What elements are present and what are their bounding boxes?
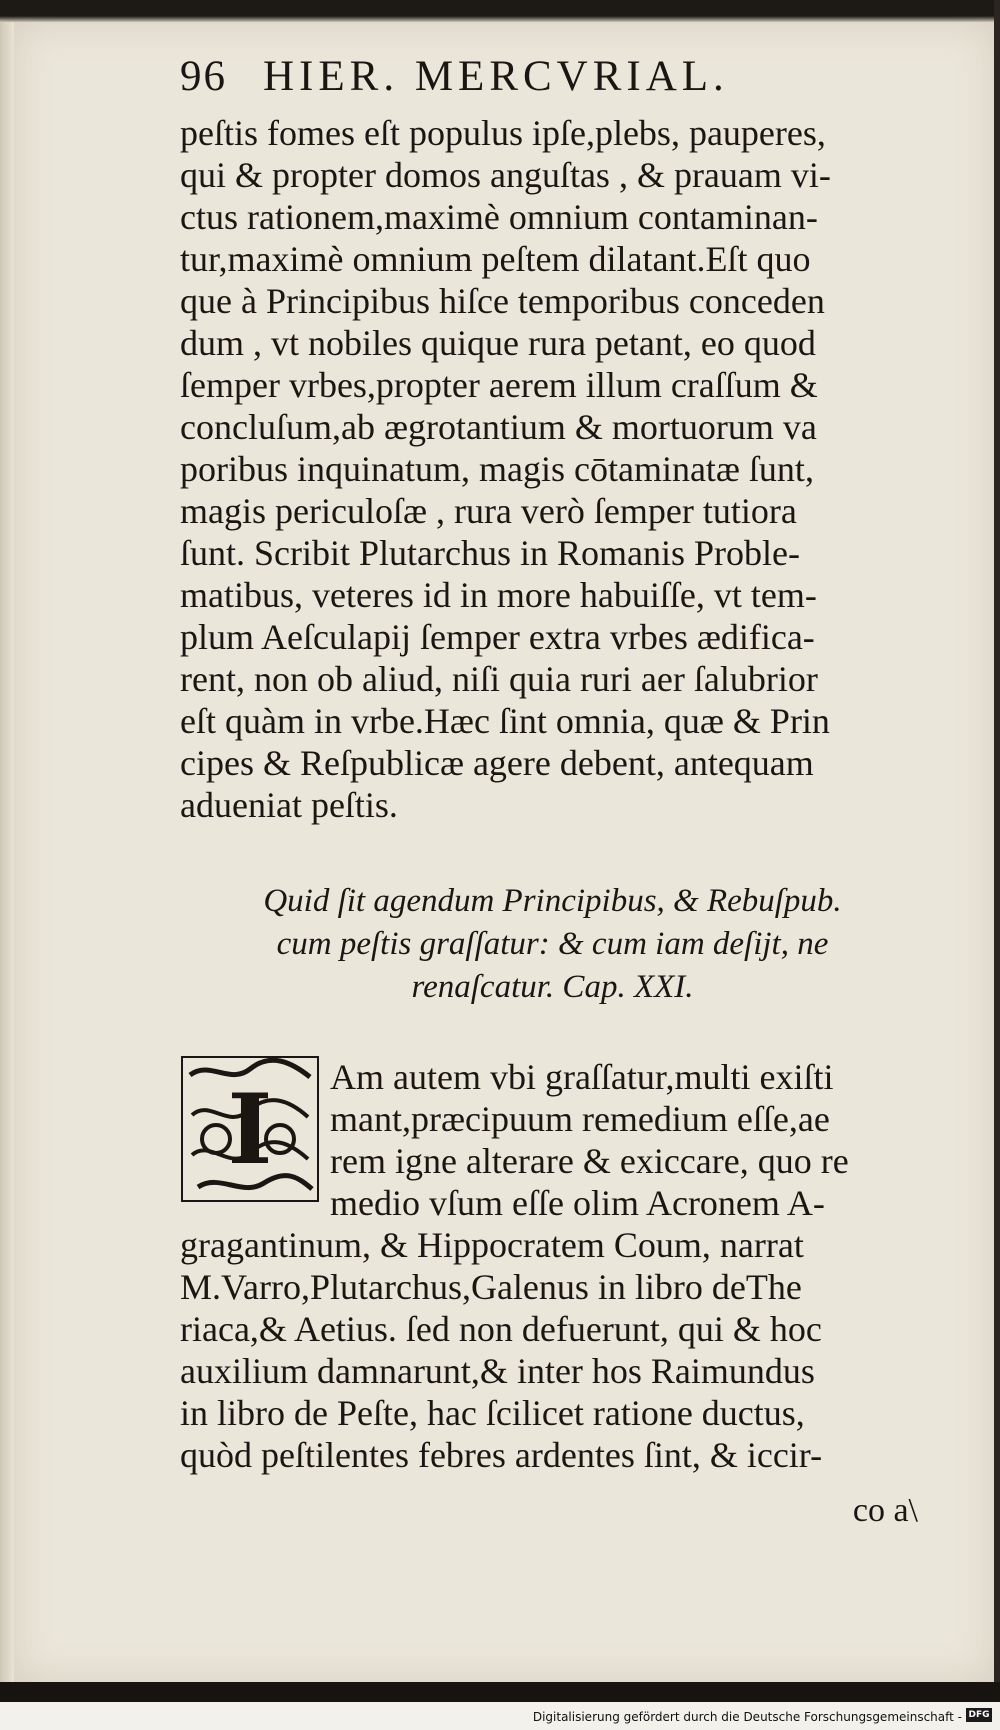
text-line: ctus rationem,maximè omnium contaminan-	[180, 197, 818, 237]
scan-bottom-edge	[0, 1682, 1000, 1702]
text-line: rem igne alterare & exiccare, quo re	[330, 1141, 849, 1181]
text-line: matibus, veteres id in more habuiſſe, vt tem-	[180, 575, 817, 615]
text-line: magis periculoſæ , rura verò ſemper tutiora	[180, 491, 797, 531]
text-line: mant,præcipuum remedium eſſe,ae	[330, 1099, 830, 1139]
scan-right-edge	[994, 0, 1000, 1730]
page-number: 96	[180, 53, 227, 100]
text-line: cipes & Reſpublicæ agere debent, antequam	[180, 743, 814, 783]
text-line: quòd peſtilentes febres ardentes ſint, & iccir-	[180, 1435, 823, 1475]
text-line: auxilium damnarunt,& inter hos Raimundus	[180, 1351, 815, 1391]
text-line: que à Principibus hiſce temporibus conceden	[180, 281, 825, 321]
heading-line: renaſcatur. Cap. XXI.	[411, 969, 694, 1005]
text-line: rent, non ob aliud, niſi quia ruri aer ſalubrior	[180, 659, 818, 699]
text-line: plum Aeſculapij ſemper extra vrbes ædifica-	[180, 617, 815, 657]
text-line: M.Varro,Plutarchus,Galenus in libro deThe	[180, 1267, 802, 1307]
text-line: eſt quàm in vrbe.Hæc ſint omnia, quæ & Prin	[180, 701, 830, 741]
heading-line: Quid ſit agendum Principibus, & Rebuſpub.	[263, 883, 842, 919]
dfg-credit-text: Digitalisierung gefördert durch die Deutsche Forschungsgemeinschaft -	[532, 1710, 962, 1724]
text-line: peſtis fomes eſt populus ipſe,plebs, pauperes,	[180, 113, 826, 153]
heading-line: cum peſtis graſſatur: & cum iam deſijt, ne	[276, 926, 829, 962]
page-left-edge	[0, 0, 14, 1730]
text-line: medio vſum eſſe olim Acronem A-	[330, 1183, 825, 1223]
paragraph-2	[180, 1056, 925, 1476]
text-line: concluſum,ab ægrotantium & mortuorum va	[180, 407, 817, 447]
text-line: Am autem vbi graſſatur,multi exiſti	[330, 1057, 834, 1097]
text-line: tur,maximè omnium peſtem dilatant.Eſt quo	[180, 239, 811, 279]
text-line: ſunt. Scribit Plutarchus in Romanis Proble-	[180, 533, 800, 573]
text-line: dum , vt nobiles quique rura petant, eo quod	[180, 323, 816, 363]
text-line: qui & propter domos anguſtas , & prauam vi-	[180, 155, 831, 195]
dfg-logo: DFG	[966, 1708, 992, 1722]
running-title: HIER. MERCVRIAL.	[263, 53, 729, 100]
text-line: in libro de Peſte, hac ſcilicet ratione ductus,	[180, 1393, 805, 1433]
text-line: gragantinum, & Hippocratem Coum, narrat	[180, 1225, 804, 1265]
running-head	[180, 52, 840, 101]
text-line: adueniat peſtis.	[180, 785, 398, 825]
scan-top-edge	[0, 0, 1000, 22]
catchword: co a\	[852, 1492, 918, 1529]
paragraph-1	[180, 112, 925, 826]
initial-glyph: I	[227, 1073, 273, 1186]
text-line: riaca,& Aetius. ſed non defuerunt, qui & hoc	[180, 1309, 822, 1349]
text-line: poribus inquinatum, magis cōtaminatæ ſunt,	[180, 449, 814, 489]
chapter-heading	[180, 880, 925, 1009]
text-line: ſemper vrbes,propter aerem illum craſſum &	[180, 365, 818, 405]
